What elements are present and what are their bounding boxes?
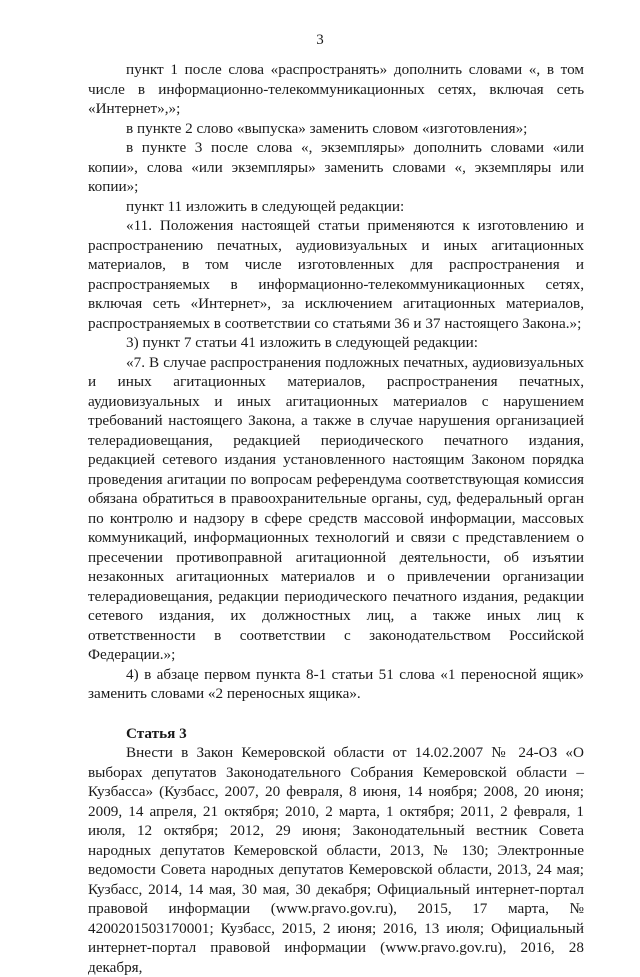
paragraph-item-1-clause-1: пункт 1 после слова «распространять» дополнить словами «, в том числе в информационно-телекоммуникационных сетях, включая сеть «Интернет»,»; [88,61,584,117]
document-body [88,60,584,977]
article-heading: Статья 3 [126,724,187,742]
paragraph-item-4: 4) в абзаце первом пункта 8-1 статьи 51 слова «1 переносной ящик» заменить словами «2 переносных ящика». [88,665,584,702]
article-3-text: Внести в Закон Кемеровской области от 14.02.2007 № 24-ОЗ «О выборах депутатов Законодательного Собрания Кемеровской области – Кузбасса» (Кузбасс, 2007, 20 февраля, 8 июня, 14 ноября; 2008, 20 июня; 2009, 14 апреля, 21 октября; 2010, 2 марта, 1 октября; 2011, 2 февраля, 1 июля, 12 октября; 2012, 29 июня; Законодательный вестник Совета народных депутатов Кемеровской области, 2013, № 130; Электронные ведомости Совета народных депутатов Кемеровской области, 2013, 24 мая; Кузбасс, 2014, 14 мая, 30 мая, 30 декабря; Официальный интернет-портал правовой информации (www.pravo.gov.ru), 2015, 17 марта, № 4200201503170001; Кузбасс, 2015, 2 июня; 2016, 13 июля; Официальный интернет-портал правовой информации (www.pravo.gov.ru), 2016, 28 декабря, [88,744,584,976]
paragraph-item-3: 3) пункт 7 статьи 41 изложить в следующей редакции: [126,334,479,351]
paragraph-item-1-clause-11-intro: пункт 11 изложить в следующей редакции: [126,197,405,215]
page-number: 3 [316,32,324,48]
paragraph-item-1-clause-2: в пункте 2 слово «выпуска» заменить словом «изготовления»; [126,119,528,137]
section-spacer [88,704,584,724]
paragraph-clause-11-text: «11. Положения настоящей статьи применяются к изготовлению и распространению печатных, аудиовизуальных и иных агитационных материалов, в том числе изготовленных для распространения и распространяемых в информационно-телекоммуникационных сетях, включая сеть «Интернет», за исключением агитационных материалов, распространяемых в соответствии со статьями 36 и 37 настоящего Закона.»; [88,217,584,332]
paragraph-clause-7-text: «7. В случае распространения подложных печатных, аудиовизуальных и иных агитационных материалов, распространения печатных, аудиовизуальных и иных агитационных материалов с нарушением требований настоящего Закона, а также в случае нарушения организацией телерадиовещания, редакцией периодического печатного издания, редакцией сетевого издания установленного настоящим Законом порядка проведения агитации по вопросам референдума соответствующая комиссия обязана обратиться в правоохранительные органы, суд, федеральный орган по контролю и надзору в сфере средств массовой информации, массовых коммуникаций, информационных технологий и связи с представлением о пресечении противоправной агитационной деятельности, об изъятии незаконных агитационных материалов и о привлечении организации телерадиовещания, редакции периодического печатного издания, редакции сетевого издания, их должностных лиц, а также иных лиц к ответственности в соответствии с законодательством Российской Федерации.»; [88,353,584,663]
paragraph-item-1-clause-3: в пункте 3 после слова «, экземпляры» дополнить словами «или копии», слова «или экземпляры» заменить словами «, экземпляры или копии»; [88,139,584,195]
